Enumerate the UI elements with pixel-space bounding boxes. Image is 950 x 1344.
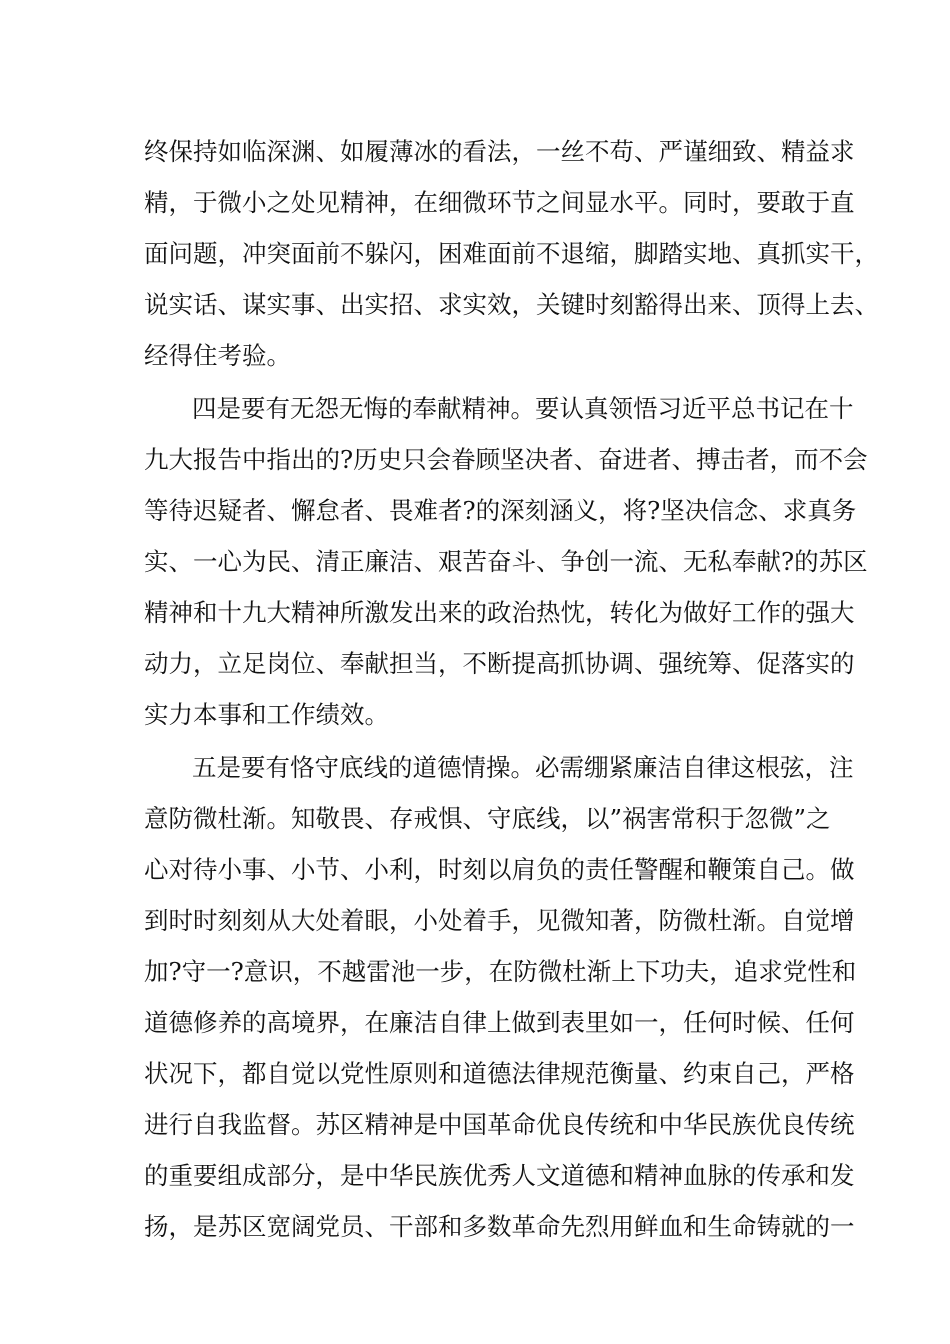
text-line: 心对待小事、小节、小利，时刻以肩负的责任警醒和鞭策自己。做 [144,855,855,884]
text-line: 实、一心为民、清正廉洁、艰苦奋斗、争创一流、无私奉献?的苏区 [144,547,868,576]
text-line: 进行自我监督。苏区精神是中国革命优良传统和中华民族优良传统 [144,1110,855,1139]
text-line: 等待迟疑者、懈怠者、畏难者?的深刻涵义，将?坚决信念、求真务 [144,496,857,525]
text-line: 说实话、谋实事、出实招、求实效，关键时刻豁得出来、顶得上去、 [144,290,879,319]
text-line: 九大报告中指出的?历史只会眷顾坚决者、奋进者、搏击者，而不会 [144,445,868,474]
text-line: 动力，立足岗位、奉献担当，不断提高抓协调、强统筹、促落实的 [144,649,855,678]
paragraph-first-line: 四是要有无怨无悔的奉献精神。要认真领悟习近平总书记在十 [192,394,854,423]
text-line: 精，于微小之处见精神，在细微环节之间显水平。同时，要敢于直 [144,188,855,217]
text-line: 意防微杜渐。知敬畏、存戒惧、守底线，以”祸害常积于忽微”之 [144,804,831,833]
text-line: 实力本事和工作绩效。 [144,700,389,729]
text-line: 的重要组成部分，是中华民族优秀人文道德和精神血脉的传承和发 [144,1161,855,1190]
paragraph-first-line: 五是要有恪守底线的道德情操。必需绷紧廉洁自律这根弦，注 [192,753,854,782]
text-line: 状况下，都自觉以党性原则和道德法律规范衡量、约束自己，严格 [144,1059,855,1088]
text-line: 道德修养的高境界，在廉洁自律上做到表里如一，任何时候、任何 [144,1008,855,1037]
text-line: 经得住考验。 [144,341,291,370]
text-line: 终保持如临深渊、如履薄冰的看法，一丝不苟、严谨细致、精益求 [144,137,855,166]
text-line: 扬，是苏区宽阔党员、干部和多数革命先烈用鲜血和生命铸就的一 [144,1212,855,1241]
text-line: 面问题，冲突面前不躲闪，困难面前不退缩，脚踏实地、真抓实干， [144,239,879,268]
text-line: 到时时刻刻从大处着眼，小处着手，见微知著，防微杜渐。自觉增 [144,906,855,935]
text-line: 加?守一?意识，不越雷池一步，在防微杜渐上下功夫，追求党性和 [144,957,857,986]
text-line: 精神和十九大精神所激发出来的政治热忱，转化为做好工作的强大 [144,598,855,627]
